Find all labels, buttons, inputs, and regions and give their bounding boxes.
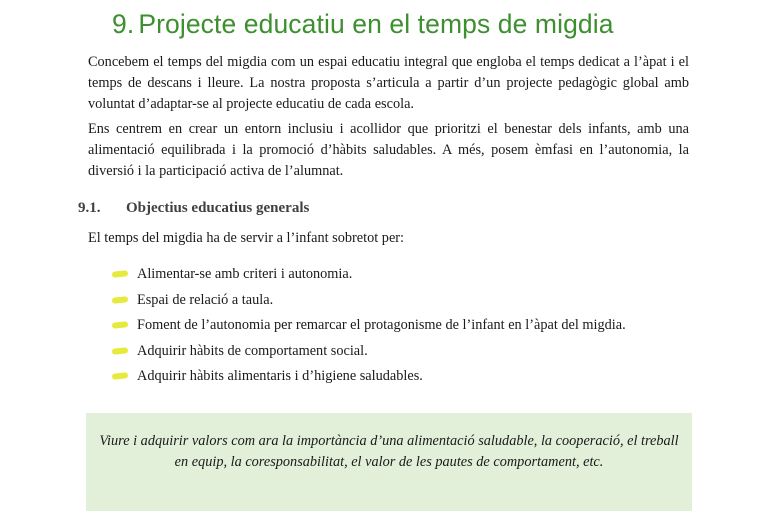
values-callout-text: Viure i adquirir valors com ara la importància d’una alimentació saludable, la cooperació, el treball en equip, la coresponsabilitat, el valor de les pautes de comportament, etc. xyxy=(99,433,679,470)
list-item-text: Foment de l’autonomia per remarcar el protagonisme de l’infant en l’àpat del migdia. xyxy=(137,317,626,333)
list-item-text: Adquirir hàbits alimentaris i d’higiene saludables. xyxy=(137,368,423,384)
list-item-text: Espai de relació a taula. xyxy=(137,291,274,308)
bullet-dash-icon xyxy=(112,296,129,304)
subsection-number: 9.1. xyxy=(78,200,101,216)
section-title xyxy=(112,9,614,40)
bullet-dash-icon xyxy=(112,372,129,380)
objectives-intro: El temps del migdia ha de servir a l’infant sobretot per: xyxy=(88,230,405,246)
section-title-text: Projecte educatiu en el temps de migdia xyxy=(138,9,614,39)
intro-paragraph-1: Concebem el temps del migdia com un espai educatiu integral que engloba el temps dedicat a l’àpat i el temps de descans i lleure. La nostra proposta s’articula a partir d’un projecte pedagògic global amb voluntat d’adaptar-se al projecte educatiu de cada escola. xyxy=(88,54,689,112)
bullet-dash-icon xyxy=(112,347,129,355)
list-item-text: Adquirir hàbits de comportament social. xyxy=(137,342,368,359)
section-number: 9. xyxy=(112,9,135,39)
subsection-title: Objectius educatius generals xyxy=(126,200,310,216)
bullet-dash-icon xyxy=(112,321,129,329)
list-item-text: Alimentar-se amb criteri i autonomia. xyxy=(137,266,353,282)
subsection-heading xyxy=(78,200,309,217)
intro-paragraph-2: Ens centrem en crear un entorn inclusiu i acollidor que prioritzi el benestar dels infants, amb una alimentació equilibrada i la promoció d’hàbits saludables. A més, posem èmfasi en l’autonomia, la diversió i la participació activa de l’alumnat. xyxy=(88,121,689,179)
values-callout-box xyxy=(86,413,692,511)
bullet-dash-icon xyxy=(112,270,129,278)
